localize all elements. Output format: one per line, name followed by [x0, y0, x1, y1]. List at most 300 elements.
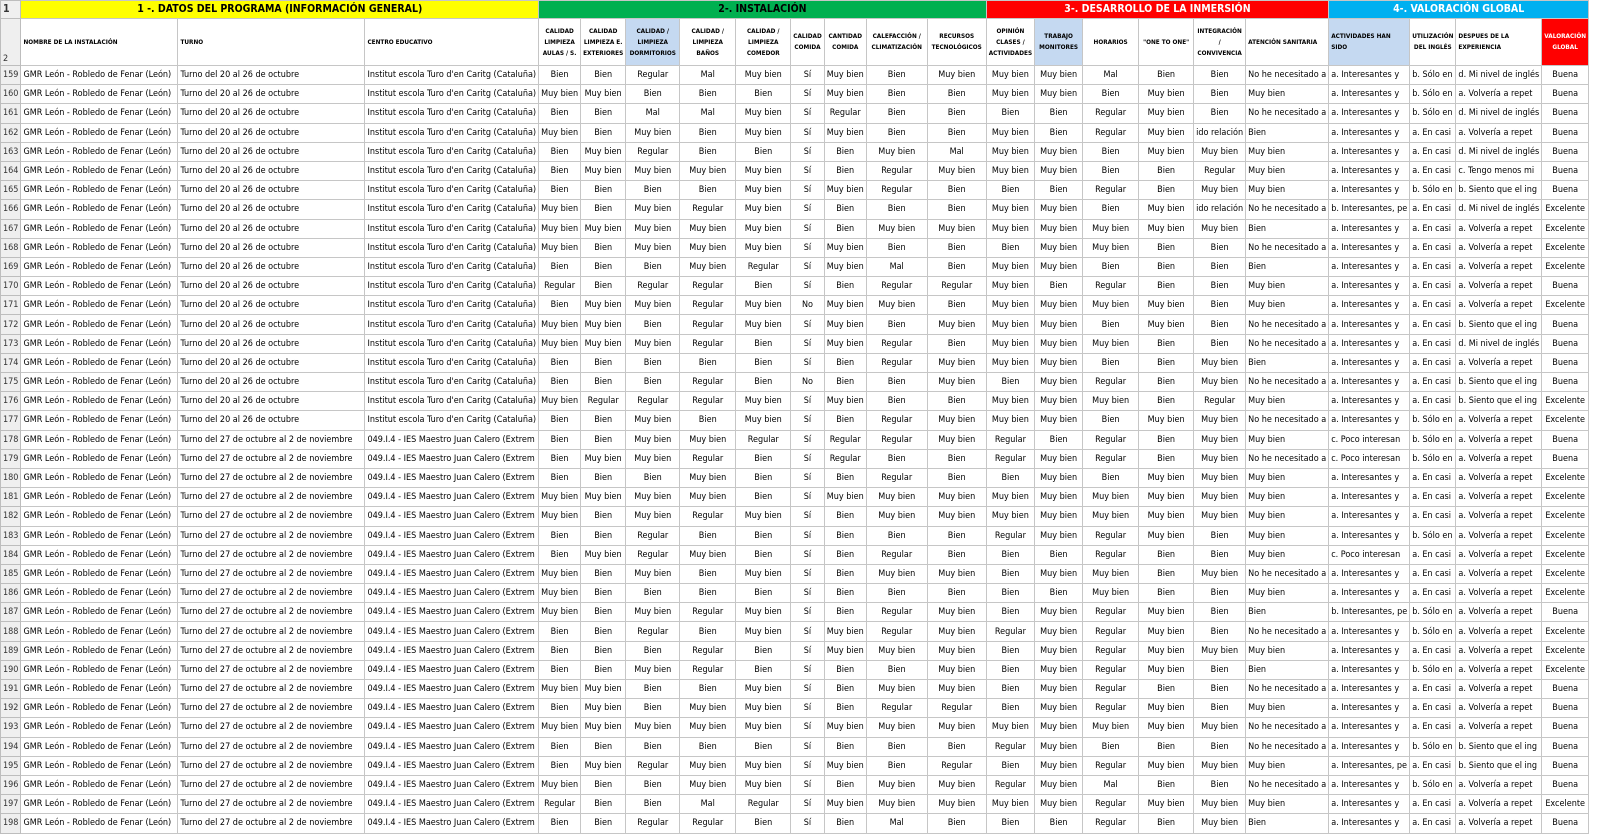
cell-centro[interactable]: 049.I.4 - IES Maestro Juan Calero (Extrem: [365, 603, 539, 622]
table-cell[interactable]: Muy bien: [866, 219, 927, 238]
table-cell[interactable]: Bien: [1035, 104, 1083, 123]
table-cell[interactable]: Muy bien: [1139, 104, 1194, 123]
table-cell[interactable]: Regular: [736, 430, 791, 449]
table-cell[interactable]: Sí: [791, 545, 824, 564]
table-cell[interactable]: Bien: [539, 449, 581, 468]
table-cell[interactable]: a. Interesantes y: [1329, 257, 1410, 276]
table-cell[interactable]: Muy bien: [1035, 622, 1083, 641]
table-cell[interactable]: Muy bien: [1246, 85, 1329, 104]
table-cell[interactable]: Regular: [680, 449, 736, 468]
cell-instalacion[interactable]: GMR León - Robledo de Fenar (León): [21, 277, 178, 296]
table-cell[interactable]: Muy bien: [1194, 142, 1246, 161]
table-cell[interactable]: Muy bien: [1139, 603, 1194, 622]
table-cell[interactable]: Muy bien: [986, 488, 1034, 507]
table-cell[interactable]: Regular: [680, 373, 736, 392]
table-cell[interactable]: Muy bien: [986, 296, 1034, 315]
table-cell[interactable]: No he necesitado a: [1246, 449, 1329, 468]
table-cell[interactable]: Excelente: [1542, 795, 1589, 814]
cell-centro[interactable]: 049.I.4 - IES Maestro Juan Calero (Extrem: [365, 488, 539, 507]
table-cell[interactable]: a. Volvería a repet: [1456, 411, 1542, 430]
table-cell[interactable]: Excelente: [1542, 584, 1589, 603]
table-cell[interactable]: Regular: [680, 660, 736, 679]
table-cell[interactable]: Bien: [866, 66, 927, 85]
column-header[interactable]: CALIDAD LIMPIEZA E. EXTERIORES: [581, 19, 626, 66]
table-cell[interactable]: Muy bien: [986, 277, 1034, 296]
cell-centro[interactable]: 049.I.4 - IES Maestro Juan Calero (Extrem: [365, 545, 539, 564]
table-cell[interactable]: Sí: [791, 795, 824, 814]
table-cell[interactable]: a. Interesantes y: [1329, 660, 1410, 679]
table-cell[interactable]: a. En casi: [1410, 277, 1456, 296]
cell-centro[interactable]: Institut escola Turo d'en Caritg (Cataluña): [365, 353, 539, 372]
table-cell[interactable]: Muy bien: [824, 622, 866, 641]
table-cell[interactable]: Bien: [927, 257, 986, 276]
cell-instalacion[interactable]: GMR León - Robledo de Fenar (León): [21, 795, 178, 814]
table-cell[interactable]: Muy bien: [1139, 488, 1194, 507]
column-header[interactable]: VALORACIÓN GLOBAL: [1542, 19, 1589, 66]
table-cell[interactable]: Regular: [866, 603, 927, 622]
table-cell[interactable]: Muy bien: [824, 66, 866, 85]
table-cell[interactable]: Bien: [736, 85, 791, 104]
table-cell[interactable]: Bien: [539, 257, 581, 276]
table-cell[interactable]: Muy bien: [626, 603, 680, 622]
table-cell[interactable]: Bien: [927, 737, 986, 756]
table-cell[interactable]: a. En casi: [1410, 123, 1456, 142]
table-cell[interactable]: a. Interesantes y: [1329, 277, 1410, 296]
table-cell[interactable]: Muy bien: [824, 238, 866, 257]
table-cell[interactable]: Buena: [1542, 718, 1589, 737]
table-cell[interactable]: b. Interesantes, pe: [1329, 603, 1410, 622]
cell-turno[interactable]: Turno del 20 al 26 de octubre: [178, 334, 365, 353]
table-cell[interactable]: Regular: [539, 795, 581, 814]
table-cell[interactable]: Buena: [1542, 449, 1589, 468]
cell-centro[interactable]: Institut escola Turo d'en Caritg (Cataluña): [365, 392, 539, 411]
table-cell[interactable]: Bien: [539, 660, 581, 679]
table-cell[interactable]: Muy bien: [824, 392, 866, 411]
table-cell[interactable]: a. En casi: [1410, 161, 1456, 180]
table-cell[interactable]: Bien: [539, 545, 581, 564]
table-cell[interactable]: Regular: [1083, 756, 1139, 775]
column-header[interactable]: ATENCIÓN SANITARIA: [1246, 19, 1329, 66]
table-cell[interactable]: Bien: [626, 373, 680, 392]
table-cell[interactable]: Sí: [791, 564, 824, 583]
table-cell[interactable]: Bien: [1035, 545, 1083, 564]
table-cell[interactable]: Sí: [791, 161, 824, 180]
table-cell[interactable]: a. En casi: [1410, 296, 1456, 315]
cell-instalacion[interactable]: GMR León - Robledo de Fenar (León): [21, 66, 178, 85]
table-cell[interactable]: Regular: [1083, 622, 1139, 641]
table-cell[interactable]: Muy bien: [581, 334, 626, 353]
table-cell[interactable]: Bien: [1246, 353, 1329, 372]
row-number[interactable]: 182: [1, 507, 21, 526]
table-cell[interactable]: Bien: [866, 737, 927, 756]
table-cell[interactable]: Bien: [626, 737, 680, 756]
table-cell[interactable]: Regular: [626, 756, 680, 775]
table-cell[interactable]: Regular: [680, 334, 736, 353]
table-cell[interactable]: Mal: [680, 104, 736, 123]
table-cell[interactable]: Bien: [824, 373, 866, 392]
table-cell[interactable]: Muy bien: [736, 296, 791, 315]
cell-turno[interactable]: Turno del 27 de octubre al 2 de noviembre: [178, 584, 365, 603]
row-number[interactable]: 194: [1, 737, 21, 756]
table-cell[interactable]: Muy bien: [1139, 756, 1194, 775]
table-cell[interactable]: Muy bien: [1246, 468, 1329, 487]
table-cell[interactable]: Bien: [824, 545, 866, 564]
row-number[interactable]: 1: [1, 1, 21, 19]
table-cell[interactable]: Muy bien: [581, 142, 626, 161]
row-number[interactable]: 2: [1, 19, 21, 66]
table-cell[interactable]: Muy bien: [626, 430, 680, 449]
table-cell[interactable]: a. Volvería a repet: [1456, 775, 1542, 794]
table-cell[interactable]: Bien: [581, 507, 626, 526]
table-cell[interactable]: Muy bien: [539, 488, 581, 507]
table-cell[interactable]: b. Siento que el ing: [1456, 756, 1542, 775]
column-header[interactable]: UTILIZACIÓN DEL INGLÉS: [1410, 19, 1456, 66]
table-cell[interactable]: Muy bien: [1246, 488, 1329, 507]
table-cell[interactable]: d. Mi nivel de inglés: [1456, 200, 1542, 219]
table-cell[interactable]: Bien: [927, 200, 986, 219]
table-cell[interactable]: Bien: [1083, 315, 1139, 334]
table-cell[interactable]: Muy bien: [1035, 85, 1083, 104]
table-cell[interactable]: Muy bien: [1246, 430, 1329, 449]
table-cell[interactable]: Muy bien: [1139, 315, 1194, 334]
table-cell[interactable]: Muy bien: [824, 718, 866, 737]
table-cell[interactable]: Bien: [736, 488, 791, 507]
table-cell[interactable]: Muy bien: [927, 680, 986, 699]
table-cell[interactable]: Bien: [1194, 296, 1246, 315]
cell-instalacion[interactable]: GMR León - Robledo de Fenar (León): [21, 181, 178, 200]
cell-centro[interactable]: 049.I.4 - IES Maestro Juan Calero (Extrem: [365, 641, 539, 660]
row-number[interactable]: 190: [1, 660, 21, 679]
cell-centro[interactable]: Institut escola Turo d'en Caritg (Cataluña): [365, 296, 539, 315]
table-cell[interactable]: Bien: [680, 181, 736, 200]
table-cell[interactable]: Bien: [539, 181, 581, 200]
table-cell[interactable]: Buena: [1542, 737, 1589, 756]
table-cell[interactable]: Bien: [539, 161, 581, 180]
row-number[interactable]: 164: [1, 161, 21, 180]
table-cell[interactable]: Bien: [539, 66, 581, 85]
table-cell[interactable]: Bien: [824, 603, 866, 622]
table-cell[interactable]: a. Volvería a repet: [1456, 296, 1542, 315]
cell-turno[interactable]: Turno del 27 de octubre al 2 de noviembre: [178, 795, 365, 814]
table-cell[interactable]: Bien: [1083, 142, 1139, 161]
table-cell[interactable]: d. Mi nivel de inglés: [1456, 66, 1542, 85]
table-cell[interactable]: Muy bien: [1246, 296, 1329, 315]
table-cell[interactable]: Bien: [539, 468, 581, 487]
table-cell[interactable]: Bien: [736, 641, 791, 660]
table-cell[interactable]: Bien: [866, 200, 927, 219]
table-cell[interactable]: Buena: [1542, 334, 1589, 353]
table-cell[interactable]: Muy bien: [986, 200, 1034, 219]
table-cell[interactable]: Excelente: [1542, 526, 1589, 545]
table-cell[interactable]: Regular: [824, 449, 866, 468]
table-cell[interactable]: Muy bien: [539, 123, 581, 142]
table-cell[interactable]: Sí: [791, 622, 824, 641]
table-cell[interactable]: Muy bien: [1246, 181, 1329, 200]
table-cell[interactable]: Muy bien: [1139, 699, 1194, 718]
table-cell[interactable]: a. Interesantes y: [1329, 507, 1410, 526]
table-cell[interactable]: Sí: [791, 66, 824, 85]
cell-instalacion[interactable]: GMR León - Robledo de Fenar (León): [21, 85, 178, 104]
table-cell[interactable]: Bien: [1083, 468, 1139, 487]
table-cell[interactable]: a. En casi: [1410, 564, 1456, 583]
table-cell[interactable]: b. Sólo en: [1410, 622, 1456, 641]
table-cell[interactable]: Excelente: [1542, 296, 1589, 315]
table-cell[interactable]: No he necesitado a: [1246, 334, 1329, 353]
table-cell[interactable]: Muy bien: [927, 603, 986, 622]
table-cell[interactable]: b. Sólo en: [1410, 181, 1456, 200]
table-cell[interactable]: a. En casi: [1410, 315, 1456, 334]
column-header[interactable]: CALIDAD / LIMPIEZA BAÑOS: [680, 19, 736, 66]
table-cell[interactable]: d. Mi nivel de inglés: [1456, 334, 1542, 353]
table-cell[interactable]: a. Volvería a repet: [1456, 660, 1542, 679]
table-cell[interactable]: Bien: [986, 468, 1034, 487]
cell-turno[interactable]: Turno del 27 de octubre al 2 de noviembre: [178, 449, 365, 468]
table-cell[interactable]: Bien: [626, 353, 680, 372]
table-cell[interactable]: Regular: [1083, 526, 1139, 545]
table-cell[interactable]: a. Interesantes y: [1329, 564, 1410, 583]
table-cell[interactable]: Muy bien: [824, 756, 866, 775]
table-cell[interactable]: Muy bien: [1035, 564, 1083, 583]
table-cell[interactable]: Muy bien: [927, 775, 986, 794]
table-cell[interactable]: Sí: [791, 699, 824, 718]
row-number[interactable]: 181: [1, 488, 21, 507]
table-cell[interactable]: Muy bien: [1083, 507, 1139, 526]
table-cell[interactable]: Bien: [824, 161, 866, 180]
table-cell[interactable]: Muy bien: [1194, 756, 1246, 775]
table-cell[interactable]: Bien: [1083, 411, 1139, 430]
table-cell[interactable]: Bien: [680, 123, 736, 142]
table-cell[interactable]: Muy bien: [1246, 545, 1329, 564]
table-cell[interactable]: Sí: [791, 488, 824, 507]
table-cell[interactable]: Muy bien: [866, 507, 927, 526]
table-cell[interactable]: Muy bien: [1246, 507, 1329, 526]
table-cell[interactable]: Bien: [581, 353, 626, 372]
table-cell[interactable]: Sí: [791, 641, 824, 660]
table-cell[interactable]: Muy bien: [736, 392, 791, 411]
table-cell[interactable]: Bien: [1246, 219, 1329, 238]
table-cell[interactable]: Muy bien: [986, 507, 1034, 526]
table-cell[interactable]: Bien: [824, 660, 866, 679]
table-cell[interactable]: Bien: [581, 641, 626, 660]
table-cell[interactable]: Bien: [1083, 257, 1139, 276]
table-cell[interactable]: Regular: [680, 315, 736, 334]
table-cell[interactable]: No he necesitado a: [1246, 104, 1329, 123]
table-cell[interactable]: b. Siento que el ing: [1456, 373, 1542, 392]
table-cell[interactable]: Regular: [866, 353, 927, 372]
table-cell[interactable]: Excelente: [1542, 641, 1589, 660]
table-cell[interactable]: Regular: [736, 795, 791, 814]
table-cell[interactable]: a. En casi: [1410, 795, 1456, 814]
cell-turno[interactable]: Turno del 20 al 26 de octubre: [178, 238, 365, 257]
cell-turno[interactable]: Turno del 20 al 26 de octubre: [178, 200, 365, 219]
table-cell[interactable]: Bien: [581, 622, 626, 641]
table-cell[interactable]: Bien: [927, 238, 986, 257]
table-cell[interactable]: a. Interesantes y: [1329, 219, 1410, 238]
table-cell[interactable]: Muy bien: [1035, 641, 1083, 660]
table-cell[interactable]: Bien: [1083, 737, 1139, 756]
row-number[interactable]: 171: [1, 296, 21, 315]
table-cell[interactable]: Muy bien: [581, 315, 626, 334]
row-number[interactable]: 186: [1, 584, 21, 603]
cell-centro[interactable]: 049.I.4 - IES Maestro Juan Calero (Extrem: [365, 775, 539, 794]
table-cell[interactable]: Muy bien: [539, 603, 581, 622]
cell-instalacion[interactable]: GMR León - Robledo de Fenar (León): [21, 699, 178, 718]
table-cell[interactable]: b. Siento que el ing: [1456, 737, 1542, 756]
table-cell[interactable]: Bien: [1083, 161, 1139, 180]
table-cell[interactable]: a. En casi: [1410, 756, 1456, 775]
table-cell[interactable]: Bien: [539, 737, 581, 756]
table-cell[interactable]: Bien: [866, 238, 927, 257]
table-cell[interactable]: Bien: [986, 584, 1034, 603]
table-cell[interactable]: Muy bien: [927, 641, 986, 660]
table-cell[interactable]: Muy bien: [1139, 468, 1194, 487]
cell-instalacion[interactable]: GMR León - Robledo de Fenar (León): [21, 104, 178, 123]
table-cell[interactable]: Muy bien: [927, 488, 986, 507]
table-cell[interactable]: Bien: [1035, 123, 1083, 142]
table-cell[interactable]: Bien: [1139, 449, 1194, 468]
table-cell[interactable]: Bien: [581, 66, 626, 85]
cell-turno[interactable]: Turno del 20 al 26 de octubre: [178, 104, 365, 123]
table-cell[interactable]: Bien: [986, 660, 1034, 679]
table-cell[interactable]: Bien: [626, 699, 680, 718]
table-cell[interactable]: Muy bien: [824, 181, 866, 200]
table-cell[interactable]: Bien: [1194, 66, 1246, 85]
table-cell[interactable]: Muy bien: [1035, 161, 1083, 180]
table-cell[interactable]: Muy bien: [824, 296, 866, 315]
table-cell[interactable]: a. Interesantes y: [1329, 353, 1410, 372]
table-cell[interactable]: Muy bien: [927, 411, 986, 430]
table-cell[interactable]: Muy bien: [1194, 373, 1246, 392]
table-cell[interactable]: Regular: [626, 526, 680, 545]
table-cell[interactable]: Mal: [866, 257, 927, 276]
table-cell[interactable]: Muy bien: [986, 353, 1034, 372]
cell-turno[interactable]: Turno del 20 al 26 de octubre: [178, 411, 365, 430]
table-cell[interactable]: Bien: [986, 545, 1034, 564]
table-cell[interactable]: No he necesitado a: [1246, 680, 1329, 699]
cell-turno[interactable]: Turno del 20 al 26 de octubre: [178, 219, 365, 238]
table-cell[interactable]: Regular: [1083, 660, 1139, 679]
table-cell[interactable]: Muy bien: [986, 257, 1034, 276]
table-cell[interactable]: Bien: [824, 680, 866, 699]
table-cell[interactable]: Regular: [626, 622, 680, 641]
table-cell[interactable]: Muy bien: [539, 718, 581, 737]
table-cell[interactable]: Bien: [736, 526, 791, 545]
table-cell[interactable]: Bien: [581, 603, 626, 622]
table-cell[interactable]: Bien: [866, 392, 927, 411]
table-cell[interactable]: Muy bien: [1035, 315, 1083, 334]
row-number[interactable]: 183: [1, 526, 21, 545]
cell-instalacion[interactable]: GMR León - Robledo de Fenar (León): [21, 622, 178, 641]
cell-turno[interactable]: Turno del 27 de octubre al 2 de noviembre: [178, 430, 365, 449]
table-cell[interactable]: Muy bien: [986, 219, 1034, 238]
table-cell[interactable]: Bien: [824, 507, 866, 526]
table-cell[interactable]: a. Volvería a repet: [1456, 507, 1542, 526]
table-cell[interactable]: Muy bien: [736, 564, 791, 583]
table-cell[interactable]: Bien: [539, 622, 581, 641]
table-cell[interactable]: Bien: [986, 104, 1034, 123]
table-cell[interactable]: Regular: [1083, 699, 1139, 718]
table-cell[interactable]: Bien: [581, 123, 626, 142]
table-cell[interactable]: Muy bien: [1139, 200, 1194, 219]
cell-turno[interactable]: Turno del 27 de octubre al 2 de noviembre: [178, 699, 365, 718]
cell-turno[interactable]: Turno del 20 al 26 de octubre: [178, 85, 365, 104]
cell-centro[interactable]: Institut escola Turo d'en Caritg (Cataluña): [365, 219, 539, 238]
table-cell[interactable]: Bien: [824, 737, 866, 756]
table-cell[interactable]: Muy bien: [986, 142, 1034, 161]
table-cell[interactable]: Bien: [626, 775, 680, 794]
table-cell[interactable]: Muy bien: [736, 315, 791, 334]
cell-centro[interactable]: 049.I.4 - IES Maestro Juan Calero (Extrem: [365, 718, 539, 737]
table-cell[interactable]: Muy bien: [539, 315, 581, 334]
table-cell[interactable]: a. Interesantes y: [1329, 737, 1410, 756]
table-cell[interactable]: b. Siento que el ing: [1456, 315, 1542, 334]
cell-instalacion[interactable]: GMR León - Robledo de Fenar (León): [21, 449, 178, 468]
table-cell[interactable]: Bien: [866, 123, 927, 142]
table-cell[interactable]: Muy bien: [736, 181, 791, 200]
table-cell[interactable]: Muy bien: [1035, 737, 1083, 756]
table-cell[interactable]: Bien: [581, 181, 626, 200]
table-cell[interactable]: Buena: [1542, 315, 1589, 334]
table-cell[interactable]: Muy bien: [736, 603, 791, 622]
table-cell[interactable]: Muy bien: [824, 123, 866, 142]
table-cell[interactable]: a. Volvería a repet: [1456, 603, 1542, 622]
table-cell[interactable]: a. Volvería a repet: [1456, 699, 1542, 718]
cell-instalacion[interactable]: GMR León - Robledo de Fenar (León): [21, 660, 178, 679]
table-cell[interactable]: Sí: [791, 123, 824, 142]
table-cell[interactable]: Muy bien: [1035, 718, 1083, 737]
row-number[interactable]: 168: [1, 238, 21, 257]
table-cell[interactable]: Bien: [1139, 814, 1194, 833]
table-cell[interactable]: Muy bien: [1035, 660, 1083, 679]
table-cell[interactable]: a. Interesantes y: [1329, 123, 1410, 142]
table-cell[interactable]: a. Interesantes y: [1329, 680, 1410, 699]
table-cell[interactable]: Excelente: [1542, 660, 1589, 679]
table-cell[interactable]: Muy bien: [1083, 238, 1139, 257]
table-cell[interactable]: Muy bien: [986, 411, 1034, 430]
table-cell[interactable]: a. Volvería a repet: [1456, 584, 1542, 603]
table-cell[interactable]: Buena: [1542, 699, 1589, 718]
table-cell[interactable]: Buena: [1542, 814, 1589, 833]
cell-centro[interactable]: Institut escola Turo d'en Caritg (Cataluña): [365, 373, 539, 392]
row-number[interactable]: 160: [1, 85, 21, 104]
table-cell[interactable]: Muy bien: [1035, 756, 1083, 775]
table-cell[interactable]: c. Poco interesan: [1329, 449, 1410, 468]
table-cell[interactable]: Muy bien: [1083, 219, 1139, 238]
table-cell[interactable]: Muy bien: [736, 200, 791, 219]
column-header[interactable]: CANTIDAD COMIDA: [824, 19, 866, 66]
cell-centro[interactable]: 049.I.4 - IES Maestro Juan Calero (Extrem: [365, 660, 539, 679]
table-cell[interactable]: a. Interesantes y: [1329, 795, 1410, 814]
cell-turno[interactable]: Turno del 20 al 26 de octubre: [178, 142, 365, 161]
table-cell[interactable]: Regular: [1194, 392, 1246, 411]
table-cell[interactable]: Regular: [626, 277, 680, 296]
table-cell[interactable]: a. Volvería a repet: [1456, 85, 1542, 104]
table-cell[interactable]: Sí: [791, 814, 824, 833]
table-cell[interactable]: Bien: [680, 411, 736, 430]
table-cell[interactable]: Regular: [824, 430, 866, 449]
table-cell[interactable]: a. Volvería a repet: [1456, 718, 1542, 737]
table-cell[interactable]: Muy bien: [736, 507, 791, 526]
table-cell[interactable]: Bien: [1139, 737, 1194, 756]
table-cell[interactable]: Muy bien: [581, 219, 626, 238]
table-cell[interactable]: Bien: [1139, 545, 1194, 564]
table-cell[interactable]: a. Volvería a repet: [1456, 430, 1542, 449]
table-cell[interactable]: a. En casi: [1410, 200, 1456, 219]
table-cell[interactable]: Regular: [1083, 641, 1139, 660]
table-cell[interactable]: Muy bien: [626, 660, 680, 679]
table-cell[interactable]: Regular: [680, 392, 736, 411]
row-number[interactable]: 159: [1, 66, 21, 85]
